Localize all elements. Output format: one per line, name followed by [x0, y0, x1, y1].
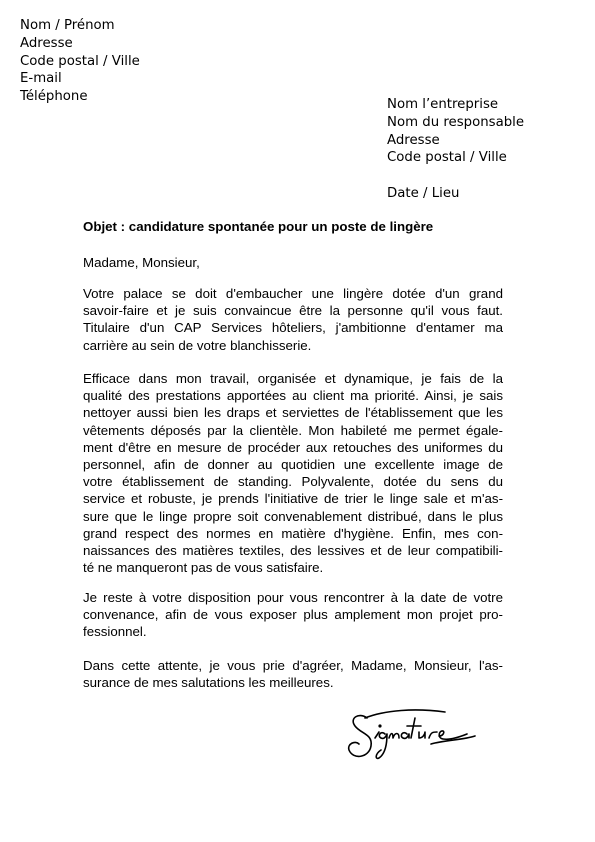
- paragraph-line: sure que le linge propre soit convenablement distribué, dans le plus: [83, 508, 503, 524]
- paragraph-availability: [83, 589, 503, 641]
- paragraph-line: qualité des prestations apportées au client ma priorité. Ainsi, je sais: [83, 388, 503, 404]
- paragraph-line: Efficace dans mon travail, organisée et dynamique, je fais de la: [83, 371, 503, 386]
- paragraph-line: fessionnel.: [83, 624, 147, 640]
- paragraph-line: naissances des matières textiles, des lessives et de leur compatibili-: [83, 543, 503, 559]
- paragraph-line: vêtements déposés par la clientèle. Mon habileté me permet égale-: [83, 422, 503, 438]
- paragraph-line: Dans cette attente, je vous prie d'agréer, Madame, Monsieur, l'as-: [83, 658, 503, 673]
- paragraph-line: convenance, afin de vous exposer plus amplement mon projet pro-: [83, 607, 503, 623]
- recipient-company: Nom l’entreprise: [387, 97, 499, 112]
- sender-email: E-mail: [20, 71, 62, 87]
- sender-name: Nom / Prénom: [20, 18, 115, 33]
- recipient-block: [387, 96, 524, 167]
- paragraph-line: ment d'être en mesure de procéder aux retouches des uniformes du: [83, 439, 503, 455]
- paragraph-line: savoir-faire et je suis convaincue être la personne qu'il vous faut.: [83, 303, 503, 319]
- paragraph-line: Je reste à votre disposition pour vous rencontrer à la date de votre: [83, 590, 503, 605]
- sender-postal-city: Code postal / Ville: [20, 53, 140, 69]
- paragraph-line: nettoyer aussi bien les draps et serviettes de l'établissement que les: [83, 405, 503, 421]
- letter-subject: Objet : candidature spontanée pour un poste de lingère: [83, 219, 434, 234]
- salutation: Madame, Monsieur,: [83, 255, 200, 270]
- handwritten-signature: [345, 704, 490, 768]
- recipient-manager: Nom du responsable: [387, 114, 525, 130]
- paragraph-line: Titulaire d'un CAP Services hôteliers, j'ambitionne d'entamer ma: [83, 320, 503, 336]
- sender-block: [20, 17, 140, 106]
- paragraph-line: carrière au sein de votre blanchisserie.: [83, 337, 312, 353]
- recipient-address: Adresse: [387, 132, 440, 148]
- recipient-postal-city: Code postal / Ville: [387, 150, 507, 166]
- sender-phone: Téléphone: [20, 89, 88, 105]
- paragraph-line: personnel, afin de donner au quotidien une excellente image de: [83, 457, 503, 473]
- paragraph-line: grand respect des normes en matière d'hygiène. Enfin, mes con-: [83, 525, 503, 541]
- paragraph-line: té ne manqueront pas de vous satisfaire.: [83, 560, 324, 576]
- date-place: Date / Lieu: [387, 186, 460, 201]
- paragraph-line: service et robuste, je prends l'initiative de trier le linge sale et m'as-: [83, 491, 503, 507]
- paragraph-line: surance de mes salutations les meilleures.: [83, 675, 334, 691]
- paragraph-skills: [83, 370, 503, 576]
- paragraph-closing: [83, 657, 503, 691]
- paragraph-line: Votre palace se doit d'embaucher une lingère dotée d'un grand: [83, 286, 503, 301]
- sender-address: Adresse: [20, 35, 73, 51]
- paragraph-introduction: [83, 285, 503, 354]
- paragraph-line: votre établissement de standing. Polyvalente, dotée du sens du: [83, 474, 503, 490]
